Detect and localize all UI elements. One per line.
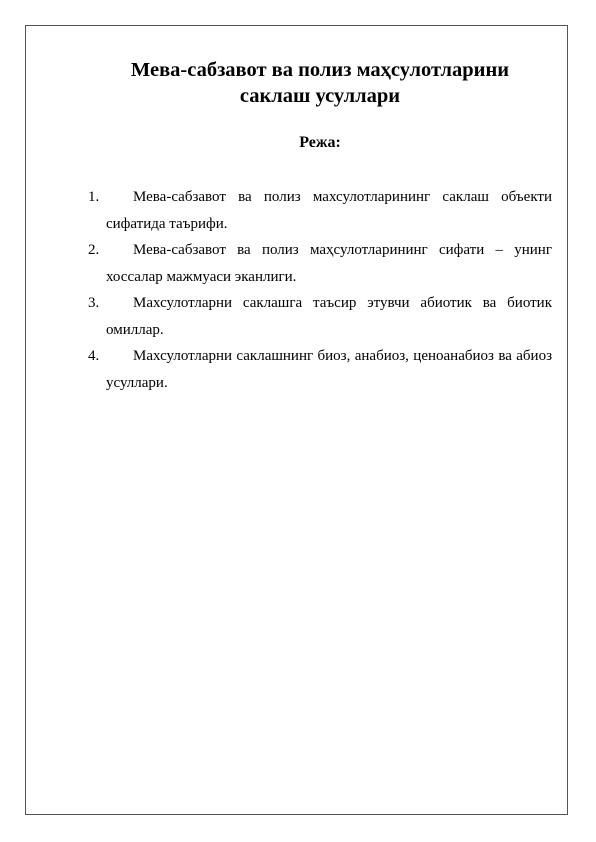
title-line-2: саклаш усуллари bbox=[239, 85, 401, 107]
plan-item-2 bbox=[88, 237, 552, 290]
plan-item-number: 4. bbox=[88, 348, 100, 364]
plan-item-text: Мева-сабзавот ва полиз маҳсулотларининг сифати – унинг хоссалар мажмуаси эканлиги. bbox=[106, 242, 552, 285]
plan-item-text: Махсулотларни саклашнинг биоз, анабиоз, ценоанабиоз ва абиоз усуллари. bbox=[106, 348, 552, 391]
plan-item-1 bbox=[88, 184, 552, 237]
title-line-1: Мева-сабзавот ва полиз маҳсулотларини bbox=[130, 59, 510, 81]
plan-heading: Режа: bbox=[299, 134, 341, 151]
plan-item-text: Махсулотларни саклашга таъсир этувчи абиотик ва биотик омиллар. bbox=[106, 295, 552, 338]
plan-item-4 bbox=[88, 343, 552, 396]
plan-item-3 bbox=[88, 290, 552, 343]
document-title bbox=[60, 57, 580, 109]
plan-list bbox=[88, 184, 552, 396]
plan-item-number: 3. bbox=[88, 295, 100, 311]
plan-item-number: 1. bbox=[88, 189, 100, 205]
plan-item-text: Мева-сабзавот ва полиз махсулотларининг саклаш объекти сифатида таърифи. bbox=[106, 189, 552, 232]
plan-item-number: 2. bbox=[88, 242, 100, 258]
